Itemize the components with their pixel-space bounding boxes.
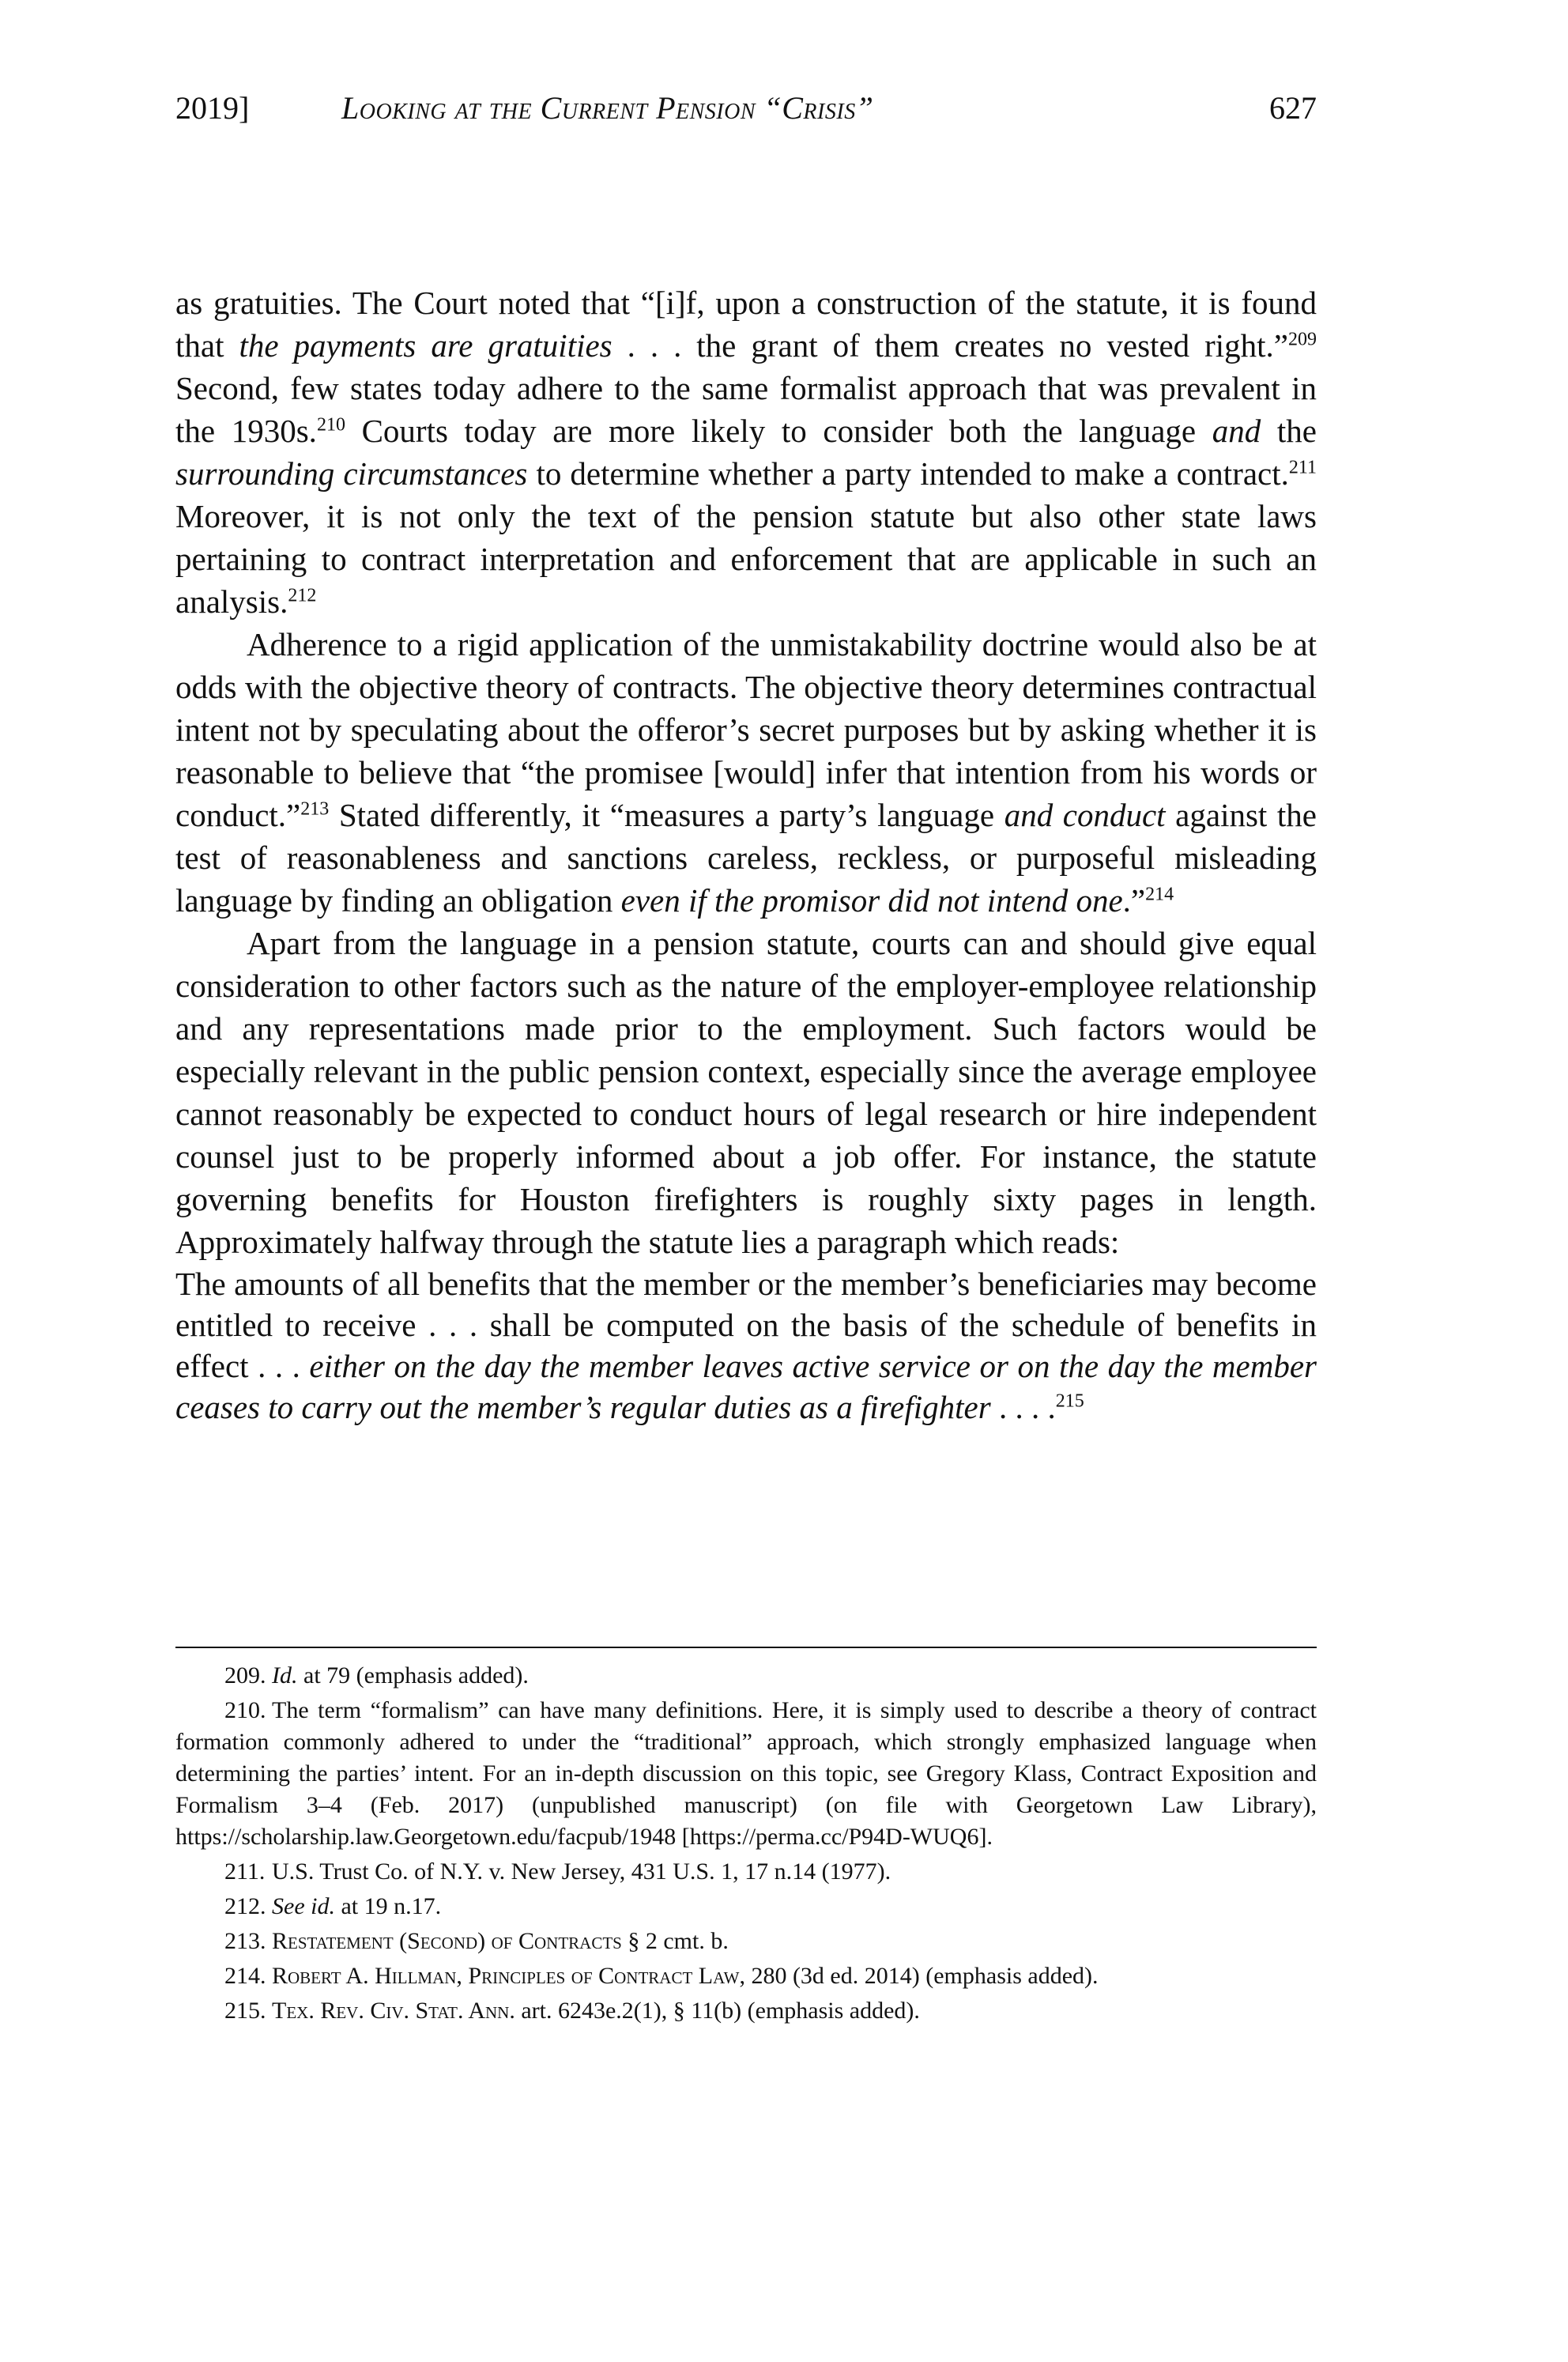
footnote-number: 213. [224, 1928, 266, 1954]
footnote-text: , 280 (3d ed. 2014) (emphasis added). [739, 1963, 1099, 1989]
footnote-number: 211. [224, 1858, 266, 1885]
emphasis: and [1212, 413, 1261, 449]
footnote-210 [175, 1695, 1317, 1853]
footnote-213 [175, 1926, 1317, 1957]
text-run: . . . the grant of them creates no vested right.” [612, 327, 1288, 364]
block-quote [175, 1263, 1317, 1428]
footnote-ref-212: 212 [288, 585, 317, 606]
footnote-source: Tex. Rev. Civ. Stat. Ann. [272, 1998, 515, 2024]
footnote-215 [175, 1995, 1317, 2027]
running-header [175, 89, 1317, 137]
footnote-ref-210: 210 [316, 414, 345, 436]
footnote-text: art. 6243e.2(1), § 11(b) (emphasis added). [514, 1998, 920, 2024]
text-run: Adherence to a rigid application of the unmistakability doctrine would also be at odds with the objective theory of contracts. The objective theory determines contractual intent not by speculating about the offeror’s secret purposes but by asking whether it is reasonable to believe that “the promisee [would] infer that intention from his words or conduct.” [175, 626, 1317, 833]
footnote-number: 214. [224, 1963, 266, 1989]
paragraph-2 [175, 623, 1317, 922]
footnote-source: Restatement (Second) of Contracts [272, 1928, 622, 1954]
paragraph-3: Apart from the language in a pension statute, courts can and should give equal consideration to other factors such as the nature of the employer-employee relationship and any representations made prior to the employment. Such factors would be especially relevant in the public pension context, especially since the average employee cannot reasonably be expected to conduct hours of legal research or hire independent counsel just to be properly informed about a job offer. For instance, the statute governing benefits for Houston firefighters is roughly sixty pages in length. Approximately halfway through the statute lies a paragraph which reads: [175, 925, 1317, 1260]
text-run: to determine whether a party intended to make a contract. [527, 455, 1289, 492]
text-run: The amounts of all benefits that the member or the member’s beneficiaries may become entitled to receive . . . shall be computed on the basis of the schedule of benefits in effect . . . [175, 1266, 1317, 1384]
text-run: Courts today are more likely to consider both the language [345, 413, 1212, 449]
footnote-number: 212. [224, 1893, 266, 1919]
paragraph-1 [175, 281, 1317, 623]
emphasis: either on the day the member leaves active service or on the day the member ceases to carry out the member’s regular duties as a firefighter [175, 1348, 1317, 1425]
text-run: against the test of reasonableness and sanctions careless, reckless, or purposeful misleading language by finding an obligation [175, 797, 1317, 919]
footnote-signal: See id. [272, 1893, 335, 1919]
text-run: the [1261, 413, 1317, 449]
footnote-text: at 19 n.17. [334, 1893, 442, 1919]
footnote-text: The term “formalism” can have many definitions. Here, it is simply used to describe a theory of contract formation commonly adhered to under the “traditional” approach, which strongly emphasized language when determining the parties’ intent. For an in-depth discussion on this topic, see Gregory Klass, Contract Exposition and Formalism 3–4 (Feb. 2017) (unpublished manuscript) (on file with Georgetown Law Library), https://scholarship.law.Georgetown.edu/facpub/1948 [https://perma.cc/P94D-WUQ6]. [175, 1697, 1317, 1850]
text-run: as gratuities. The Court noted that “[i]f, upon a construction of the statute, it is found that [175, 285, 1317, 364]
footnote-text: at 79 (emphasis added). [297, 1662, 529, 1688]
page-number: 627 [1269, 90, 1317, 126]
header-title: Looking at the Current Pension “Crisis” [341, 90, 874, 126]
footnote-ref-214: 214 [1145, 884, 1174, 905]
text-run: Moreover, it is not only the text of the pension statute but also other state laws pertaining to contract interpretation and enforcement that are applicable in such an analysis. [175, 498, 1317, 620]
text-run: Second, few states today adhere to the same formalist approach that was prevalent in the 1930s. [175, 370, 1317, 449]
footnotes [175, 1660, 1317, 2030]
footnote-ref-215: 215 [1055, 1390, 1084, 1412]
emphasis: the payments are gratuities [239, 327, 612, 364]
emphasis: and conduct [1004, 797, 1166, 833]
footnote-divider [175, 1647, 1317, 1648]
footnote-212 [175, 1891, 1317, 1922]
footnote-number: 209. [224, 1662, 266, 1688]
footnote-number: 215. [224, 1998, 266, 2024]
emphasis: even if the promisor did not intend one [620, 882, 1123, 919]
footnote-ref-213: 213 [300, 798, 330, 820]
footnote-number: 210. [224, 1697, 266, 1723]
footnote-ref-211: 211 [1288, 457, 1317, 478]
footnote-209 [175, 1660, 1317, 1692]
footnote-signal: Id. [272, 1662, 298, 1688]
main-text [175, 281, 1317, 1428]
footnote-214 [175, 1960, 1317, 1992]
text-run: .” [1122, 882, 1146, 919]
header-year: 2019] [175, 90, 250, 126]
footnote-ref-209: 209 [1288, 329, 1317, 350]
footnote-text: § 2 cmt. b. [621, 1928, 729, 1954]
text-run: Stated differently, it “measures a party’s language [329, 797, 1004, 833]
text-run: . . . . [990, 1389, 1056, 1425]
footnote-211 [175, 1856, 1317, 1888]
footnote-source: Robert A. Hillman, Principles of Contract Law [272, 1963, 740, 1989]
footnote-text: U.S. Trust Co. of N.Y. v. New Jersey, 431 U.S. 1, 17 n.14 (1977). [272, 1858, 891, 1885]
emphasis: surrounding circumstances [175, 455, 528, 492]
